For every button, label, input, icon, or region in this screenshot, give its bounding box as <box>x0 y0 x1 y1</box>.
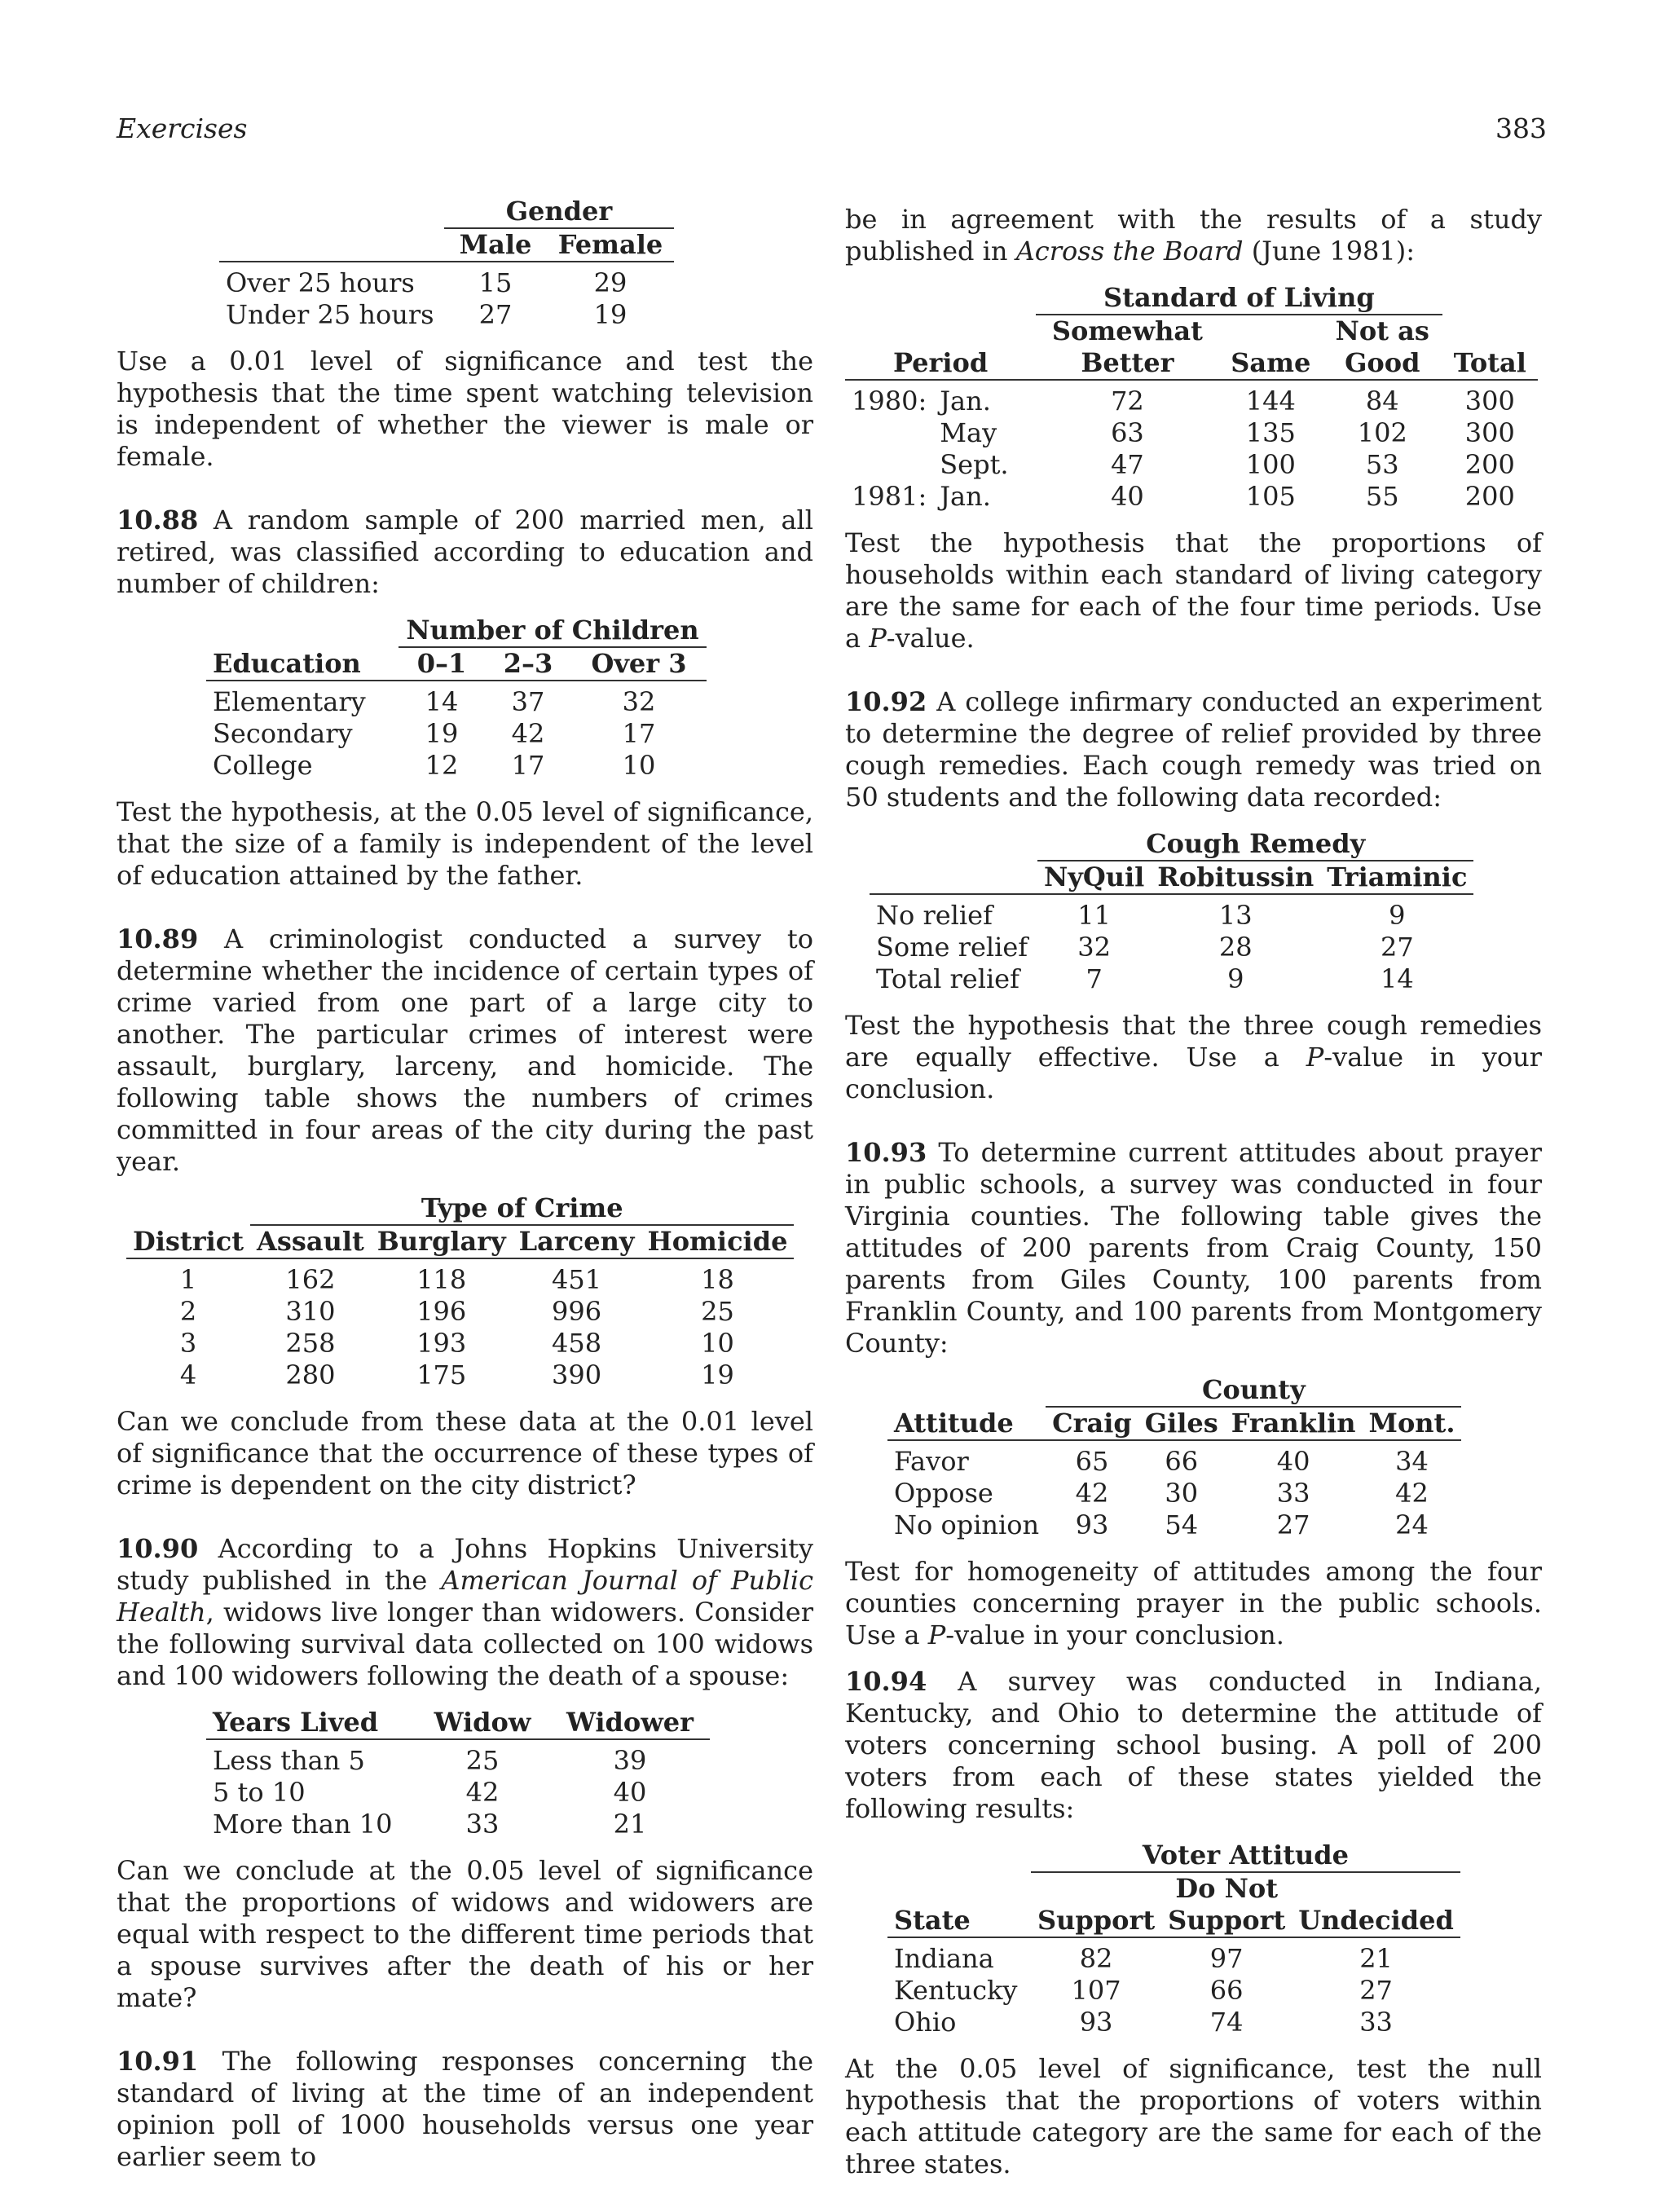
paragraph: At the 0.05 level of significance, test the null hypothesis that the proportions of voters within each attitude category are the same for each of the three states. <box>845 2053 1542 2179</box>
table-cell: 310 <box>285 1296 336 1327</box>
table-cell: 19 <box>425 718 459 749</box>
table-cell: 193 <box>416 1328 467 1359</box>
paragraph <box>845 527 1542 654</box>
exercise-text: A criminologist conducted a survey to determine whether the incidence of certain types of crime varied from one part of a large city to another. The particular crimes of interest were assault, burglary, larceny, and homicide. The following table shows the numbers of crimes committed in four areas of the city during the past year. <box>117 923 814 1177</box>
paragraph: Test the hypothesis, at the 0.05 level of significance, that the size of a family is independent of the level of education attained by the father. <box>117 796 813 891</box>
row-label: Total relief <box>876 963 1019 994</box>
col-header: Support <box>1161 1905 1292 1937</box>
table-row <box>845 380 1538 417</box>
row-label: Jan. <box>940 386 991 416</box>
paragraph-text: -value. <box>886 623 975 654</box>
row-year <box>845 449 933 481</box>
table-cell: 93 <box>1079 2007 1113 2038</box>
col-header: Franklin <box>1225 1407 1363 1440</box>
group-header: County <box>1046 1374 1461 1407</box>
gender-table <box>219 196 674 331</box>
row-year: 1980: <box>852 386 927 416</box>
table-row <box>870 932 1473 963</box>
table-cell: 196 <box>416 1296 467 1327</box>
paragraph: Can we conclude from these data at the 0.01 level of significance that the occurrence of these types of crime is dependent on the city district? <box>117 1406 813 1500</box>
paragraph <box>845 1010 1542 1105</box>
table-row <box>845 417 1538 449</box>
table-cell: 17 <box>511 750 545 781</box>
paragraph <box>845 1556 1542 1651</box>
table-cell: 996 <box>552 1296 602 1327</box>
table-cell: 458 <box>552 1328 602 1359</box>
cough-remedy-table <box>870 828 1473 995</box>
table-cell: 28 <box>1218 932 1253 963</box>
col-header: NyQuil <box>1037 861 1151 894</box>
col-header: Years Lived <box>206 1707 415 1739</box>
table-cell: 54 <box>1165 1509 1199 1540</box>
table-cell: 25 <box>701 1296 734 1327</box>
table-cell: 40 <box>613 1777 647 1808</box>
table-cell: 118 <box>416 1264 467 1295</box>
row-label: Under 25 hours <box>226 299 434 330</box>
row-label: Secondary <box>213 718 353 749</box>
table-cell: 32 <box>622 686 656 717</box>
table-cell: 37 <box>511 686 545 717</box>
exercise-10-92 <box>845 686 1542 813</box>
table-cell: 10 <box>622 750 656 781</box>
paragraph-text: -value in your conclusion. <box>945 1619 1284 1650</box>
paragraph-text: Test the hypothesis that the three cough remedies are equally effective. Use a <box>845 1010 1542 1073</box>
table-cell: 97 <box>1209 1943 1244 1974</box>
table-cell: 300 <box>1464 386 1515 416</box>
group-header: Number of Children <box>399 615 707 647</box>
table-cell: 390 <box>552 1359 602 1390</box>
row-header: Education <box>206 647 399 681</box>
row-year <box>845 417 933 449</box>
col-header: Widow <box>415 1707 550 1739</box>
col-header: Homicide <box>641 1225 794 1258</box>
row-label: Some relief <box>876 932 1028 963</box>
col-header: Triaminic <box>1320 861 1473 894</box>
exercise-number: 10.90 <box>117 1533 199 1564</box>
table-cell: 135 <box>1245 417 1296 448</box>
table-cell: 27 <box>1380 932 1414 963</box>
row-label: 4 <box>179 1359 197 1390</box>
row-label: 5 to 10 <box>213 1777 306 1808</box>
col-header <box>1031 1872 1161 1905</box>
table-cell: 65 <box>1075 1446 1109 1477</box>
table-cell: 40 <box>1111 481 1144 512</box>
col-header: Undecided <box>1292 1905 1460 1937</box>
table-row <box>887 2007 1460 2038</box>
col-header: Widower <box>550 1707 710 1739</box>
county-attitude-table <box>887 1374 1461 1541</box>
table-cell: 82 <box>1079 1943 1113 1974</box>
table-cell: 29 <box>593 267 628 298</box>
table-cell: 72 <box>1111 386 1144 416</box>
table-cell: 9 <box>1227 963 1244 994</box>
table-cell: 12 <box>425 750 459 781</box>
row-label: 2 <box>179 1296 197 1327</box>
table-cell: 21 <box>613 1809 647 1840</box>
paragraph-text: Test the hypothesis that the proportions of households within each standard of living category are the same for each of the four time periods. Use a <box>845 527 1542 654</box>
exercise-10-94 <box>845 1666 1542 1825</box>
table-row <box>887 1509 1461 1541</box>
table-cell: 21 <box>1359 1943 1393 1974</box>
table-cell: 66 <box>1209 1975 1244 2006</box>
row-header: District <box>126 1225 250 1258</box>
table-cell: 63 <box>1111 417 1144 448</box>
table-cell: 100 <box>1245 449 1296 480</box>
education-table <box>206 615 707 782</box>
col-header: Male <box>444 228 547 262</box>
table-cell: 32 <box>1077 932 1111 963</box>
table-cell: 280 <box>285 1359 336 1390</box>
table-cell: 200 <box>1464 481 1515 512</box>
col-header: Good <box>1323 347 1442 380</box>
exercise-10-91 <box>117 2046 813 2173</box>
table-cell: 19 <box>701 1359 734 1390</box>
table-cell: 144 <box>1245 386 1296 416</box>
row-label: Over 25 hours <box>226 267 415 298</box>
table-row <box>126 1296 794 1328</box>
exercise-text: According to a Johns Hopkins University study published in the <box>117 1533 814 1596</box>
p-symbol: P <box>927 1619 946 1650</box>
table-cell: 162 <box>285 1264 336 1295</box>
col-header: Larceny <box>513 1225 641 1258</box>
table-cell: 258 <box>285 1328 336 1359</box>
exercise-number: 10.89 <box>117 923 199 954</box>
table-row <box>206 1809 710 1840</box>
col-header: Giles <box>1138 1407 1225 1440</box>
row-label: Kentucky <box>894 1975 1018 2006</box>
row-label: Less than 5 <box>213 1745 365 1776</box>
col-header: Mont. <box>1363 1407 1462 1440</box>
table-cell: 200 <box>1464 449 1515 480</box>
table-cell: 27 <box>1359 1975 1393 2006</box>
row-label: More than 10 <box>213 1809 393 1840</box>
table-cell: 74 <box>1209 2007 1244 2038</box>
table-row <box>206 1739 710 1777</box>
table-cell: 39 <box>613 1745 647 1776</box>
group-header: Voter Attitude <box>1031 1840 1460 1872</box>
row-label: Sept. <box>940 449 1009 480</box>
col-header: Same <box>1219 347 1323 380</box>
col-header: Robitussin <box>1151 861 1320 894</box>
table-cell: 300 <box>1464 417 1515 448</box>
col-header: Better <box>1036 347 1218 380</box>
table-row <box>206 750 707 782</box>
row-label: Favor <box>894 1446 969 1477</box>
running-head: Exercises <box>117 112 248 144</box>
right-column <box>845 204 1542 2212</box>
table-cell: 42 <box>1075 1478 1109 1509</box>
exercise-number: 10.92 <box>845 686 927 717</box>
exercise-10-91-continued <box>845 204 1542 267</box>
p-symbol: P <box>869 623 887 654</box>
table-row <box>126 1359 794 1391</box>
table-cell: 66 <box>1165 1446 1199 1477</box>
table-cell: 11 <box>1077 900 1111 931</box>
table-cell: 33 <box>1276 1478 1310 1509</box>
table-cell: 55 <box>1365 481 1399 512</box>
table-cell: 42 <box>511 718 545 749</box>
table-cell: 30 <box>1165 1478 1199 1509</box>
table-cell: 93 <box>1075 1509 1109 1540</box>
exercise-text: (June 1981): <box>1251 236 1416 267</box>
table-cell: 105 <box>1245 481 1296 512</box>
row-header: Attitude <box>887 1407 1046 1440</box>
table-row <box>219 299 674 331</box>
widow-table <box>206 1707 710 1840</box>
table-cell: 34 <box>1395 1446 1429 1477</box>
exercise-10-88 <box>117 505 813 600</box>
row-label: No opinion <box>894 1509 1040 1540</box>
exercise-number: 10.88 <box>117 505 199 535</box>
row-label: College <box>213 750 313 781</box>
table-row <box>206 681 707 718</box>
exercise-number: 10.94 <box>845 1666 927 1697</box>
table-cell: 42 <box>465 1777 500 1808</box>
table-row <box>887 1975 1460 2007</box>
table-cell: 7 <box>1086 963 1103 994</box>
exercise-text: A random sample of 200 married men, all retired, was classified according to education and number of children: <box>117 505 814 599</box>
row-label: Ohio <box>894 2007 957 2038</box>
table-cell: 47 <box>1111 449 1144 480</box>
row-label: 3 <box>179 1328 197 1359</box>
table-cell: 10 <box>701 1328 734 1359</box>
table-row <box>845 481 1538 513</box>
row-label: Elementary <box>213 686 366 717</box>
col-header: Over 3 <box>571 647 707 681</box>
table-cell: 42 <box>1395 1478 1429 1509</box>
row-label: May <box>940 417 997 448</box>
exercise-number: 10.93 <box>845 1137 927 1168</box>
table-row <box>887 1478 1461 1509</box>
gender-group-header: Gender <box>444 196 674 228</box>
crime-table <box>126 1192 794 1391</box>
table-cell: 102 <box>1357 417 1407 448</box>
left-column <box>117 196 813 2205</box>
table-row <box>887 1440 1461 1478</box>
standard-of-living-table <box>845 282 1538 513</box>
exercise-text: A college infirmary conducted an experiment to determine the degree of relief provided by three cough remedies. Each cough remedy was tried on 50 students and the following data recorded: <box>845 686 1543 813</box>
table-cell: 18 <box>701 1264 734 1295</box>
table-cell: 17 <box>622 718 656 749</box>
exercise-10-90 <box>117 1533 813 1692</box>
table-cell: 175 <box>416 1359 467 1390</box>
col-header <box>1292 1872 1460 1905</box>
p-symbol: P <box>1306 1042 1324 1073</box>
table-row <box>870 894 1473 932</box>
table-cell: 451 <box>552 1264 602 1295</box>
exercise-text: The following responses concerning the standard of living at the time of an independent opinion poll of 1000 households versus one year earlier seem to <box>117 2046 814 2172</box>
exercise-text: A survey was conducted in Indiana, Kentucky, and Ohio to determine the attitude of voters concerning school busing. A poll of 200 voters from each of these states yielded the following results: <box>845 1666 1543 1824</box>
table-row <box>206 1777 710 1809</box>
exercise-text: To determine current attitudes about prayer in public schools, a survey was conducted in four Virginia counties. The following table gives the attitudes of 200 parents from Craig County, 150 parents from Giles County, 100 parents from Franklin County, and 100 parents from Montgomery County: <box>845 1137 1543 1359</box>
table-row <box>845 449 1538 481</box>
group-header: Cough Remedy <box>1037 828 1473 861</box>
col-header: Do Not <box>1175 1873 1278 1904</box>
table-cell: 13 <box>1218 900 1253 931</box>
paragraph: Use a 0.01 level of significance and test the hypothesis that the time spent watching television is independent of whether the viewer is male or female. <box>117 346 813 472</box>
table-cell: 40 <box>1276 1446 1310 1477</box>
row-label: Oppose <box>894 1478 993 1509</box>
table-cell: 53 <box>1365 449 1399 480</box>
table-cell: 25 <box>465 1745 500 1776</box>
table-cell: 107 <box>1071 1975 1121 2006</box>
table-cell: 19 <box>593 299 628 330</box>
row-year: 1981: <box>852 481 927 512</box>
col-header: Total <box>1442 347 1538 380</box>
table-cell: 24 <box>1395 1509 1429 1540</box>
col-header: Burglary <box>371 1225 513 1258</box>
table-row <box>206 718 707 750</box>
group-header: Standard of Living <box>1036 282 1442 315</box>
journal-title: American Journal of Public Health <box>117 1565 813 1628</box>
table-row <box>219 262 674 299</box>
source-title: Across the Board <box>1015 236 1244 267</box>
exercise-text: be in agreement with the results of a study published in <box>845 204 1542 267</box>
col-header: Not as <box>1335 315 1429 346</box>
table-cell: 33 <box>1359 2007 1393 2038</box>
row-header: Period <box>845 347 1036 380</box>
paragraph: Can we conclude at the 0.05 level of significance that the proportions of widows and widowers are equal with respect to the different time periods that a spouse survives after the death of his or her mate? <box>117 1855 813 2013</box>
col-header: Support <box>1031 1905 1161 1937</box>
col-header: Somewhat <box>1051 315 1203 346</box>
table-cell: 84 <box>1365 386 1399 416</box>
exercise-10-89 <box>117 923 813 1178</box>
col-header: Craig <box>1046 1407 1138 1440</box>
col-header: 2–3 <box>485 647 571 681</box>
table-row <box>870 963 1473 995</box>
row-label: No relief <box>876 900 993 931</box>
table-row <box>126 1328 794 1359</box>
table-cell: 27 <box>1276 1509 1310 1540</box>
exercise-text: , widows live longer than widowers. Consider the following survival data collected on 100 widows and 100 widowers following the death of a spouse: <box>117 1597 813 1691</box>
table-cell: 9 <box>1389 900 1406 931</box>
table-cell: 27 <box>478 299 513 330</box>
row-label: 1 <box>179 1264 197 1295</box>
row-header: State <box>887 1905 1031 1937</box>
col-header <box>1219 315 1323 347</box>
exercise-number: 10.91 <box>117 2046 199 2077</box>
table-row <box>887 1937 1460 1975</box>
table-cell: 14 <box>425 686 459 717</box>
col-header: Female <box>547 228 674 262</box>
col-header: 0–1 <box>399 647 485 681</box>
table-cell: 14 <box>1380 963 1414 994</box>
page-number: 383 <box>1495 112 1547 144</box>
exercise-10-93 <box>845 1137 1542 1359</box>
col-header: Assault <box>250 1225 371 1258</box>
group-header: Type of Crime <box>250 1192 794 1225</box>
row-label: Indiana <box>894 1943 994 1974</box>
table-cell: 15 <box>478 267 513 298</box>
table-cell: 33 <box>465 1809 500 1840</box>
table-row <box>126 1258 794 1296</box>
voter-attitude-table <box>887 1840 1460 2038</box>
paragraph-text: -value in your conclusion. <box>845 1042 1543 1104</box>
row-label: Jan. <box>940 481 991 512</box>
paragraph-text: Test for homogeneity of attitudes among the four counties concerning prayer in the public schools. Use a <box>845 1556 1542 1650</box>
